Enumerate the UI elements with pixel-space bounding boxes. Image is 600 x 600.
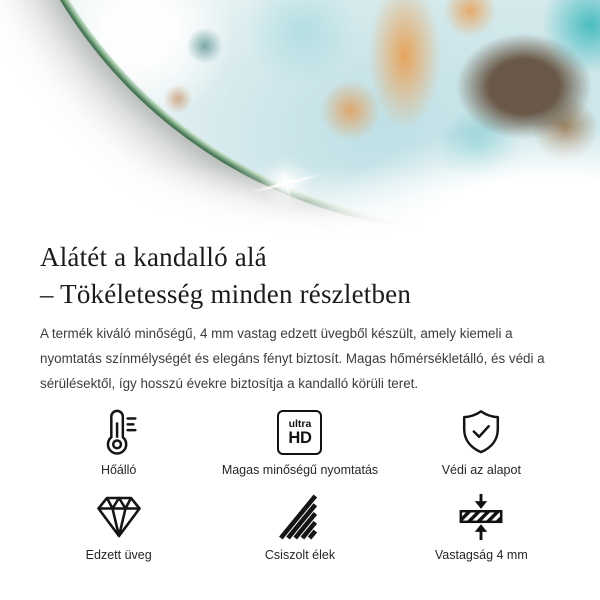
- product-info-section: [0, 239, 600, 562]
- page-title: [40, 239, 560, 313]
- feature-label: Hőálló: [100, 463, 137, 477]
- polished-edges-icon: [277, 493, 323, 541]
- shield-check-icon: [457, 408, 505, 456]
- feature-label: Edzett üveg: [85, 548, 152, 562]
- feature-polished-edges: [209, 493, 390, 562]
- feature-protects-base: [391, 408, 572, 477]
- ultra-hd-icon-text-bottom: HD: [288, 428, 312, 447]
- thermometer-icon: [97, 408, 141, 456]
- feature-label: Csiszolt élek: [264, 548, 336, 562]
- ultra-hd-icon: [277, 408, 322, 456]
- product-image: [0, 0, 600, 236]
- feature-label: Magas minőségű nyomtatás: [221, 463, 379, 477]
- title-line-1: Alátét a kandalló alá: [40, 242, 267, 272]
- feature-label: Védi az alapot: [441, 463, 521, 477]
- diamond-icon: [95, 493, 143, 541]
- feature-thickness: [391, 493, 572, 562]
- title-line-2: – Tökéletesség minden részletben: [40, 279, 412, 309]
- ultra-hd-icon-text-top: ultra: [288, 417, 312, 430]
- feature-print-quality: [209, 408, 390, 477]
- features-grid: [28, 408, 572, 562]
- feature-label: Vastagság 4 mm: [434, 548, 528, 562]
- product-description: A termék kiváló minőségű, 4 mm vastag edzett üvegből készült, amely kiemeli a nyomtatás színmélységét és elegáns fényt biztosít. Magas hőmérsékletálló, és védi a sérülésektől, így hosszú évekre biztosítja a kandalló körüli teret.: [40, 326, 545, 391]
- feature-tempered-glass: [28, 493, 209, 562]
- feature-heat-resistant: [28, 408, 209, 477]
- thickness-icon: [457, 493, 505, 541]
